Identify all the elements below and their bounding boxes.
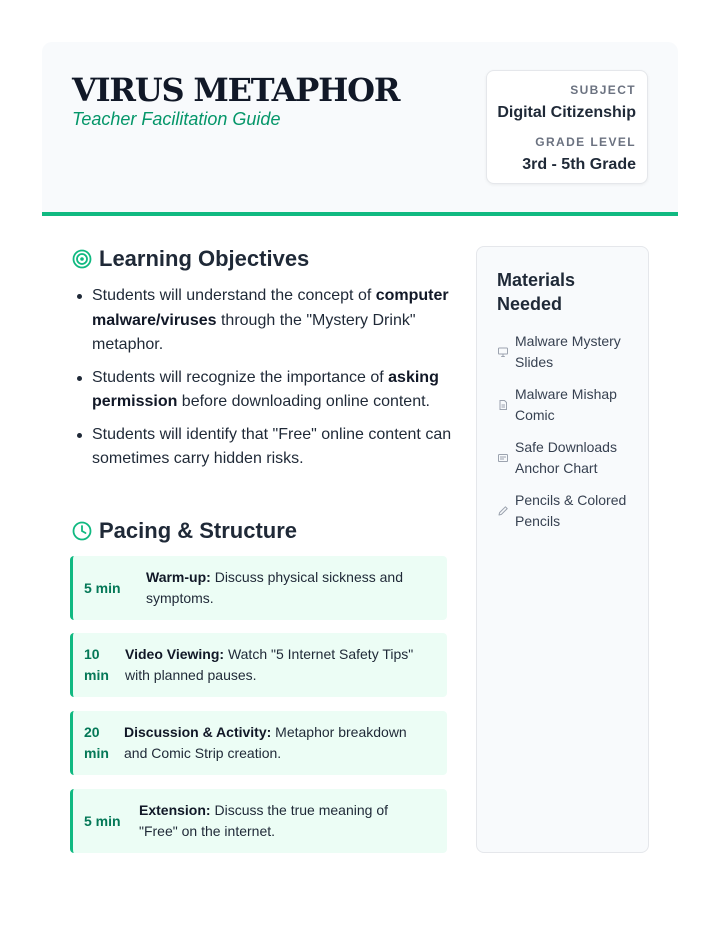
- target-icon: [72, 249, 92, 269]
- pacing-time: 5 min: [84, 579, 121, 596]
- objectives-list: [72, 284, 452, 480]
- chart-icon: [497, 452, 509, 464]
- pacing-label: Video Viewing:: [125, 646, 225, 662]
- material-item: [497, 331, 625, 373]
- objective-text: Students will understand the concept of: [92, 287, 376, 304]
- document-icon: [497, 399, 509, 411]
- objective-item: [72, 366, 452, 415]
- objectives-title: Learning Objectives: [99, 246, 310, 271]
- pacing-label: Extension:: [139, 802, 211, 818]
- pacing-description: [125, 644, 415, 686]
- objective-text: Students will recognize the importance of: [92, 368, 389, 386]
- objective-text: Students will identify that "Free" online content can sometimes carry hidden risks.: [92, 425, 452, 467]
- pacing-text: Metaphor breakdown and Comic Strip creation.: [124, 724, 407, 761]
- grade-value: 3rd - 5th Grade: [522, 156, 636, 173]
- objective-emphasis: computer malware/viruses: [92, 287, 449, 329]
- pacing-item: [70, 633, 447, 697]
- page-title: VIRUS METAPHOR: [72, 71, 400, 109]
- subject-value: Digital Citizenship: [497, 104, 636, 121]
- objective-emphasis: asking permission: [92, 368, 439, 410]
- pencil-icon: [497, 505, 509, 517]
- clock-icon: [72, 521, 92, 541]
- material-item: [497, 437, 630, 479]
- pacing-description: [146, 567, 426, 609]
- pacing-time: 5 min: [84, 812, 121, 829]
- objective-text-end: through the "Mystery Drink" metaphor.: [92, 311, 416, 353]
- pacing-item: [70, 711, 447, 775]
- grade-label: GRADE LEVEL: [535, 135, 636, 149]
- pacing-item: [70, 556, 447, 620]
- pacing-label: Discussion & Activity:: [124, 724, 272, 740]
- page-subtitle: Teacher Facilitation Guide: [72, 109, 281, 129]
- pacing-description: [139, 800, 419, 842]
- pacing-text: Discuss physical sickness and symptoms.: [146, 569, 403, 606]
- material-label: Safe Downloads Anchor Chart: [515, 439, 617, 476]
- meta-card: [486, 70, 648, 184]
- material-item: [497, 490, 630, 532]
- objectives-heading: [72, 245, 309, 273]
- pacing-text: Discuss the true meaning of "Free" on the internet.: [139, 802, 388, 839]
- material-label: Pencils & Colored Pencils: [515, 492, 627, 529]
- subject-label: SUBJECT: [570, 83, 636, 97]
- pacing-text: Watch "5 Internet Safety Tips" with planned pauses.: [125, 646, 414, 683]
- header-divider: [42, 212, 678, 216]
- pacing-heading: [72, 517, 297, 545]
- material-label: Malware Mystery Slides: [515, 333, 621, 370]
- presentation-icon: [497, 346, 509, 358]
- pacing-time: 10 min: [84, 646, 109, 683]
- pacing-label: Warm-up:: [146, 569, 211, 585]
- material-label: Malware Mishap Comic: [515, 386, 617, 423]
- materials-title: Materials Needed: [497, 270, 576, 314]
- pacing-item: [70, 789, 447, 853]
- objective-text-end: before downloading online content.: [177, 393, 430, 410]
- pacing-description: [124, 722, 429, 764]
- objective-item: [72, 423, 452, 472]
- materials-panel: [476, 246, 649, 853]
- objective-item: [72, 284, 452, 358]
- material-item: [497, 384, 630, 426]
- pacing-title: Pacing & Structure: [99, 518, 298, 543]
- pacing-time: 20 min: [84, 724, 109, 761]
